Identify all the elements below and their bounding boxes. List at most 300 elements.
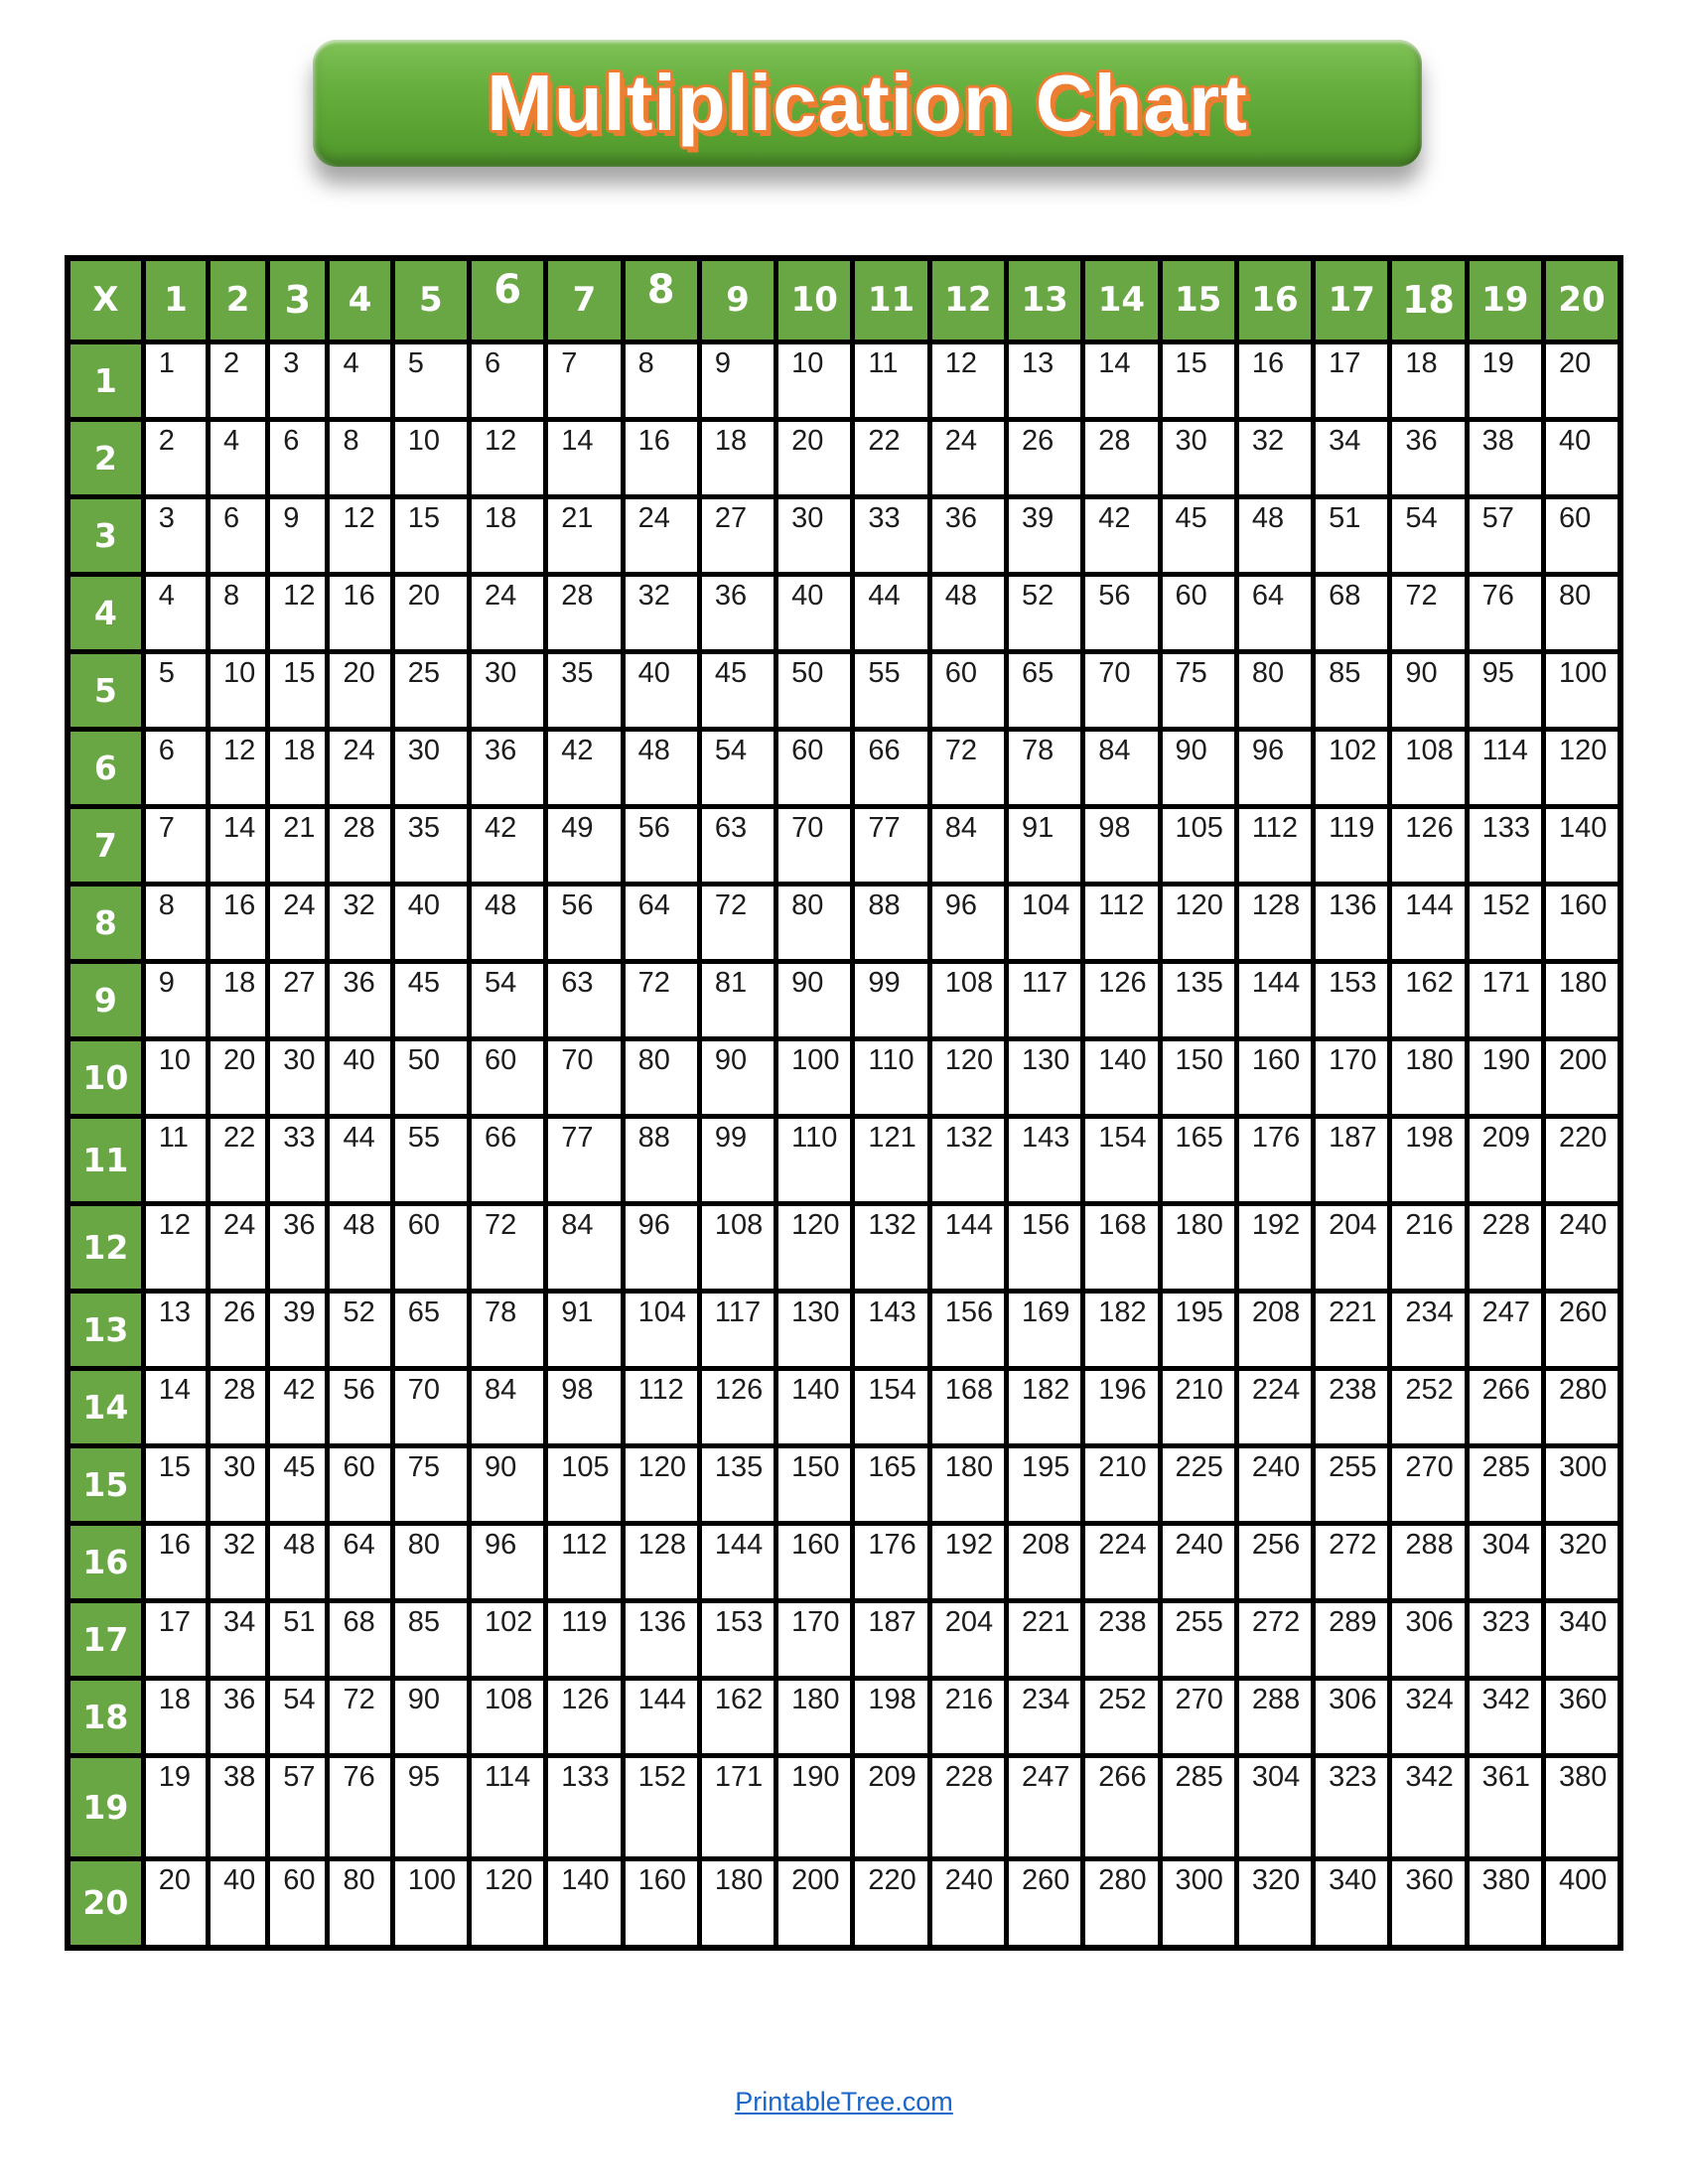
- product-cell-11x15: 165: [1160, 1116, 1236, 1203]
- product-cell-12x7: 84: [546, 1203, 623, 1291]
- product-cell-17x14: 238: [1083, 1600, 1160, 1678]
- product-cell-11x1: 11: [143, 1116, 208, 1203]
- product-cell-12x15: 180: [1160, 1203, 1236, 1291]
- product-cell-10x7: 70: [546, 1038, 623, 1116]
- product-cell-2x5: 10: [392, 419, 469, 496]
- product-cell-3x10: 30: [776, 496, 853, 574]
- product-cell-1x16: 16: [1236, 341, 1313, 419]
- printabletree-link[interactable]: PrintableTree.com: [735, 2087, 953, 2116]
- product-cell-8x14: 112: [1083, 884, 1160, 961]
- row-header-2: 2: [68, 419, 143, 496]
- product-cell-20x8: 160: [623, 1858, 699, 1948]
- product-cell-12x10: 120: [776, 1203, 853, 1291]
- product-cell-2x12: 24: [929, 419, 1006, 496]
- product-cell-16x9: 144: [699, 1523, 775, 1600]
- product-cell-5x19: 95: [1467, 651, 1543, 729]
- page-title: Multiplication Chart: [487, 59, 1248, 147]
- column-header-20: 20: [1543, 258, 1620, 341]
- product-cell-1x17: 17: [1314, 341, 1390, 419]
- product-cell-9x9: 81: [699, 961, 775, 1038]
- product-cell-15x14: 210: [1083, 1445, 1160, 1523]
- product-cell-10x17: 170: [1314, 1038, 1390, 1116]
- product-cell-2x9: 18: [699, 419, 775, 496]
- product-cell-20x5: 100: [392, 1858, 469, 1948]
- product-cell-3x5: 15: [392, 496, 469, 574]
- product-cell-1x4: 4: [328, 341, 392, 419]
- product-cell-12x6: 72: [470, 1203, 546, 1291]
- product-cell-1x2: 2: [209, 341, 268, 419]
- row-header-1: 1: [68, 341, 143, 419]
- product-cell-18x3: 54: [268, 1678, 328, 1755]
- product-cell-9x1: 9: [143, 961, 208, 1038]
- table-row-6: [68, 729, 1620, 806]
- product-cell-2x20: 40: [1543, 419, 1620, 496]
- product-cell-8x8: 64: [623, 884, 699, 961]
- product-cell-5x17: 85: [1314, 651, 1390, 729]
- product-cell-7x13: 91: [1006, 806, 1082, 884]
- product-cell-14x14: 196: [1083, 1368, 1160, 1445]
- product-cell-18x7: 126: [546, 1678, 623, 1755]
- product-cell-11x17: 187: [1314, 1116, 1390, 1203]
- product-cell-16x3: 48: [268, 1523, 328, 1600]
- column-header-14: 14: [1083, 258, 1160, 341]
- product-cell-20x3: 60: [268, 1858, 328, 1948]
- row-header-20: 20: [68, 1858, 143, 1948]
- product-cell-6x15: 90: [1160, 729, 1236, 806]
- product-cell-19x5: 95: [392, 1755, 469, 1858]
- product-cell-11x16: 176: [1236, 1116, 1313, 1203]
- product-cell-10x15: 150: [1160, 1038, 1236, 1116]
- product-cell-16x2: 32: [209, 1523, 268, 1600]
- product-cell-14x16: 224: [1236, 1368, 1313, 1445]
- title-banner: [313, 40, 1422, 167]
- product-cell-18x13: 234: [1006, 1678, 1082, 1755]
- product-cell-10x20: 200: [1543, 1038, 1620, 1116]
- product-cell-11x18: 198: [1390, 1116, 1467, 1203]
- product-cell-6x14: 84: [1083, 729, 1160, 806]
- table-row-12: [68, 1203, 1620, 1291]
- row-header-4: 4: [68, 574, 143, 651]
- product-cell-15x5: 75: [392, 1445, 469, 1523]
- product-cell-1x5: 5: [392, 341, 469, 419]
- product-cell-1x15: 15: [1160, 341, 1236, 419]
- row-header-16: 16: [68, 1523, 143, 1600]
- product-cell-1x18: 18: [1390, 341, 1467, 419]
- table-row-18: [68, 1678, 1620, 1755]
- product-cell-5x14: 70: [1083, 651, 1160, 729]
- product-cell-18x10: 180: [776, 1678, 853, 1755]
- product-cell-7x9: 63: [699, 806, 775, 884]
- column-header-9: 9: [699, 258, 775, 341]
- product-cell-7x4: 28: [328, 806, 392, 884]
- product-cell-1x8: 8: [623, 341, 699, 419]
- product-cell-16x1: 16: [143, 1523, 208, 1600]
- row-header-9: 9: [68, 961, 143, 1038]
- product-cell-19x19: 361: [1467, 1755, 1543, 1858]
- product-cell-8x1: 8: [143, 884, 208, 961]
- product-cell-11x8: 88: [623, 1116, 699, 1203]
- product-cell-3x15: 45: [1160, 496, 1236, 574]
- product-cell-17x8: 136: [623, 1600, 699, 1678]
- product-cell-6x17: 102: [1314, 729, 1390, 806]
- product-cell-19x18: 342: [1390, 1755, 1467, 1858]
- product-cell-14x20: 280: [1543, 1368, 1620, 1445]
- product-cell-1x1: 1: [143, 341, 208, 419]
- product-cell-3x2: 6: [209, 496, 268, 574]
- product-cell-11x3: 33: [268, 1116, 328, 1203]
- product-cell-17x13: 221: [1006, 1600, 1082, 1678]
- product-cell-11x11: 121: [853, 1116, 929, 1203]
- product-cell-12x13: 156: [1006, 1203, 1082, 1291]
- product-cell-8x12: 96: [929, 884, 1006, 961]
- product-cell-13x10: 130: [776, 1291, 853, 1368]
- column-header-13: 13: [1006, 258, 1082, 341]
- product-cell-8x19: 152: [1467, 884, 1543, 961]
- product-cell-19x3: 57: [268, 1755, 328, 1858]
- product-cell-13x13: 169: [1006, 1291, 1082, 1368]
- product-cell-17x15: 255: [1160, 1600, 1236, 1678]
- product-cell-5x6: 30: [470, 651, 546, 729]
- product-cell-7x19: 133: [1467, 806, 1543, 884]
- product-cell-17x1: 17: [143, 1600, 208, 1678]
- product-cell-15x18: 270: [1390, 1445, 1467, 1523]
- product-cell-20x11: 220: [853, 1858, 929, 1948]
- product-cell-4x18: 72: [1390, 574, 1467, 651]
- product-cell-15x9: 135: [699, 1445, 775, 1523]
- product-cell-17x19: 323: [1467, 1600, 1543, 1678]
- product-cell-10x18: 180: [1390, 1038, 1467, 1116]
- product-cell-13x12: 156: [929, 1291, 1006, 1368]
- product-cell-3x18: 54: [1390, 496, 1467, 574]
- product-cell-9x10: 90: [776, 961, 853, 1038]
- product-cell-2x7: 14: [546, 419, 623, 496]
- table-row-9: [68, 961, 1620, 1038]
- product-cell-8x15: 120: [1160, 884, 1236, 961]
- product-cell-3x13: 39: [1006, 496, 1082, 574]
- product-cell-20x16: 320: [1236, 1858, 1313, 1948]
- product-cell-6x7: 42: [546, 729, 623, 806]
- product-cell-18x20: 360: [1543, 1678, 1620, 1755]
- product-cell-17x16: 272: [1236, 1600, 1313, 1678]
- product-cell-2x10: 20: [776, 419, 853, 496]
- product-cell-14x19: 266: [1467, 1368, 1543, 1445]
- product-cell-10x6: 60: [470, 1038, 546, 1116]
- product-cell-9x12: 108: [929, 961, 1006, 1038]
- product-cell-11x9: 99: [699, 1116, 775, 1203]
- product-cell-1x3: 3: [268, 341, 328, 419]
- product-cell-18x17: 306: [1314, 1678, 1390, 1755]
- product-cell-1x9: 9: [699, 341, 775, 419]
- product-cell-12x18: 216: [1390, 1203, 1467, 1291]
- product-cell-16x4: 64: [328, 1523, 392, 1600]
- product-cell-5x15: 75: [1160, 651, 1236, 729]
- product-cell-14x1: 14: [143, 1368, 208, 1445]
- product-cell-15x12: 180: [929, 1445, 1006, 1523]
- product-cell-18x6: 108: [470, 1678, 546, 1755]
- product-cell-11x5: 55: [392, 1116, 469, 1203]
- product-cell-20x13: 260: [1006, 1858, 1082, 1948]
- product-cell-5x12: 60: [929, 651, 1006, 729]
- product-cell-15x1: 15: [143, 1445, 208, 1523]
- product-cell-1x6: 6: [470, 341, 546, 419]
- product-cell-6x18: 108: [1390, 729, 1467, 806]
- product-cell-12x20: 240: [1543, 1203, 1620, 1291]
- product-cell-3x7: 21: [546, 496, 623, 574]
- product-cell-5x9: 45: [699, 651, 775, 729]
- product-cell-20x14: 280: [1083, 1858, 1160, 1948]
- product-cell-3x9: 27: [699, 496, 775, 574]
- product-cell-6x6: 36: [470, 729, 546, 806]
- column-header-1: 1: [143, 258, 208, 341]
- product-cell-18x4: 72: [328, 1678, 392, 1755]
- product-cell-7x1: 7: [143, 806, 208, 884]
- product-cell-1x20: 20: [1543, 341, 1620, 419]
- column-header-6: 6: [470, 258, 546, 341]
- product-cell-4x17: 68: [1314, 574, 1390, 651]
- product-cell-8x17: 136: [1314, 884, 1390, 961]
- product-cell-11x20: 220: [1543, 1116, 1620, 1203]
- product-cell-13x17: 221: [1314, 1291, 1390, 1368]
- product-cell-2x19: 38: [1467, 419, 1543, 496]
- product-cell-2x3: 6: [268, 419, 328, 496]
- product-cell-3x20: 60: [1543, 496, 1620, 574]
- product-cell-7x6: 42: [470, 806, 546, 884]
- product-cell-2x8: 16: [623, 419, 699, 496]
- product-cell-16x14: 224: [1083, 1523, 1160, 1600]
- product-cell-20x4: 80: [328, 1858, 392, 1948]
- product-cell-15x15: 225: [1160, 1445, 1236, 1523]
- product-cell-14x15: 210: [1160, 1368, 1236, 1445]
- product-cell-20x15: 300: [1160, 1858, 1236, 1948]
- product-cell-13x1: 13: [143, 1291, 208, 1368]
- product-cell-4x12: 48: [929, 574, 1006, 651]
- product-cell-17x18: 306: [1390, 1600, 1467, 1678]
- row-header-19: 19: [68, 1755, 143, 1858]
- table-row-15: [68, 1445, 1620, 1523]
- product-cell-15x2: 30: [209, 1445, 268, 1523]
- product-cell-13x14: 182: [1083, 1291, 1160, 1368]
- product-cell-17x6: 102: [470, 1600, 546, 1678]
- product-cell-4x9: 36: [699, 574, 775, 651]
- product-cell-16x19: 304: [1467, 1523, 1543, 1600]
- row-header-5: 5: [68, 651, 143, 729]
- column-header-15: 15: [1160, 258, 1236, 341]
- product-cell-12x14: 168: [1083, 1203, 1160, 1291]
- table-row-19: [68, 1755, 1620, 1858]
- product-cell-19x2: 38: [209, 1755, 268, 1858]
- product-cell-7x15: 105: [1160, 806, 1236, 884]
- product-cell-12x5: 60: [392, 1203, 469, 1291]
- product-cell-17x7: 119: [546, 1600, 623, 1678]
- product-cell-11x19: 209: [1467, 1116, 1543, 1203]
- product-cell-6x3: 18: [268, 729, 328, 806]
- column-header-10: 10: [776, 258, 853, 341]
- product-cell-17x11: 187: [853, 1600, 929, 1678]
- product-cell-19x16: 304: [1236, 1755, 1313, 1858]
- product-cell-2x15: 30: [1160, 419, 1236, 496]
- table-row-1: [68, 341, 1620, 419]
- column-header-5: 5: [392, 258, 469, 341]
- corner-cell: X: [68, 258, 143, 341]
- product-cell-8x13: 104: [1006, 884, 1082, 961]
- product-cell-7x17: 119: [1314, 806, 1390, 884]
- product-cell-10x11: 110: [853, 1038, 929, 1116]
- product-cell-5x10: 50: [776, 651, 853, 729]
- product-cell-7x11: 77: [853, 806, 929, 884]
- product-cell-19x7: 133: [546, 1755, 623, 1858]
- product-cell-6x19: 114: [1467, 729, 1543, 806]
- product-cell-8x18: 144: [1390, 884, 1467, 961]
- product-cell-7x8: 56: [623, 806, 699, 884]
- product-cell-15x7: 105: [546, 1445, 623, 1523]
- product-cell-14x18: 252: [1390, 1368, 1467, 1445]
- product-cell-13x11: 143: [853, 1291, 929, 1368]
- product-cell-8x4: 32: [328, 884, 392, 961]
- product-cell-19x12: 228: [929, 1755, 1006, 1858]
- product-cell-3x4: 12: [328, 496, 392, 574]
- product-cell-6x12: 72: [929, 729, 1006, 806]
- product-cell-20x6: 120: [470, 1858, 546, 1948]
- product-cell-18x15: 270: [1160, 1678, 1236, 1755]
- row-header-14: 14: [68, 1368, 143, 1445]
- product-cell-13x8: 104: [623, 1291, 699, 1368]
- product-cell-6x1: 6: [143, 729, 208, 806]
- row-header-17: 17: [68, 1600, 143, 1678]
- product-cell-4x6: 24: [470, 574, 546, 651]
- table-row-17: [68, 1600, 1620, 1678]
- product-cell-1x14: 14: [1083, 341, 1160, 419]
- product-cell-14x8: 112: [623, 1368, 699, 1445]
- column-header-7: 7: [546, 258, 623, 341]
- product-cell-1x7: 7: [546, 341, 623, 419]
- product-cell-15x20: 300: [1543, 1445, 1620, 1523]
- product-cell-16x13: 208: [1006, 1523, 1082, 1600]
- column-header-12: 12: [929, 258, 1006, 341]
- product-cell-9x7: 63: [546, 961, 623, 1038]
- product-cell-7x20: 140: [1543, 806, 1620, 884]
- column-header-4: 4: [328, 258, 392, 341]
- product-cell-11x7: 77: [546, 1116, 623, 1203]
- column-header-17: 17: [1314, 258, 1390, 341]
- product-cell-4x16: 64: [1236, 574, 1313, 651]
- product-cell-11x2: 22: [209, 1116, 268, 1203]
- column-header-19: 19: [1467, 258, 1543, 341]
- product-cell-17x12: 204: [929, 1600, 1006, 1678]
- product-cell-7x12: 84: [929, 806, 1006, 884]
- table-row-13: [68, 1291, 1620, 1368]
- product-cell-16x18: 288: [1390, 1523, 1467, 1600]
- product-cell-10x8: 80: [623, 1038, 699, 1116]
- product-cell-7x10: 70: [776, 806, 853, 884]
- product-cell-19x15: 285: [1160, 1755, 1236, 1858]
- product-cell-8x5: 40: [392, 884, 469, 961]
- product-cell-6x4: 24: [328, 729, 392, 806]
- product-cell-6x10: 60: [776, 729, 853, 806]
- product-cell-16x17: 272: [1314, 1523, 1390, 1600]
- product-cell-3x17: 51: [1314, 496, 1390, 574]
- table-row-8: [68, 884, 1620, 961]
- product-cell-8x7: 56: [546, 884, 623, 961]
- product-cell-2x1: 2: [143, 419, 208, 496]
- product-cell-7x5: 35: [392, 806, 469, 884]
- product-cell-16x16: 256: [1236, 1523, 1313, 1600]
- row-header-7: 7: [68, 806, 143, 884]
- product-cell-17x9: 153: [699, 1600, 775, 1678]
- product-cell-9x3: 27: [268, 961, 328, 1038]
- product-cell-9x2: 18: [209, 961, 268, 1038]
- table-row-2: [68, 419, 1620, 496]
- product-cell-17x2: 34: [209, 1600, 268, 1678]
- product-cell-9x19: 171: [1467, 961, 1543, 1038]
- product-cell-15x17: 255: [1314, 1445, 1390, 1523]
- product-cell-13x2: 26: [209, 1291, 268, 1368]
- product-cell-10x10: 100: [776, 1038, 853, 1116]
- product-cell-12x1: 12: [143, 1203, 208, 1291]
- product-cell-16x20: 320: [1543, 1523, 1620, 1600]
- table-row-5: [68, 651, 1620, 729]
- product-cell-19x14: 266: [1083, 1755, 1160, 1858]
- column-header-16: 16: [1236, 258, 1313, 341]
- product-cell-17x3: 51: [268, 1600, 328, 1678]
- product-cell-9x5: 45: [392, 961, 469, 1038]
- product-cell-18x5: 90: [392, 1678, 469, 1755]
- product-cell-20x12: 240: [929, 1858, 1006, 1948]
- product-cell-19x9: 171: [699, 1755, 775, 1858]
- product-cell-13x15: 195: [1160, 1291, 1236, 1368]
- row-header-18: 18: [68, 1678, 143, 1755]
- product-cell-20x1: 20: [143, 1858, 208, 1948]
- product-cell-7x2: 14: [209, 806, 268, 884]
- product-cell-18x19: 342: [1467, 1678, 1543, 1755]
- product-cell-5x7: 35: [546, 651, 623, 729]
- product-cell-14x17: 238: [1314, 1368, 1390, 1445]
- product-cell-13x6: 78: [470, 1291, 546, 1368]
- table-row-10: [68, 1038, 1620, 1116]
- row-header-15: 15: [68, 1445, 143, 1523]
- product-cell-10x5: 50: [392, 1038, 469, 1116]
- product-cell-1x13: 13: [1006, 341, 1082, 419]
- product-cell-18x9: 162: [699, 1678, 775, 1755]
- product-cell-17x4: 68: [328, 1600, 392, 1678]
- product-cell-18x18: 324: [1390, 1678, 1467, 1755]
- product-cell-19x8: 152: [623, 1755, 699, 1858]
- product-cell-9x4: 36: [328, 961, 392, 1038]
- product-cell-11x6: 66: [470, 1116, 546, 1203]
- product-cell-9x16: 144: [1236, 961, 1313, 1038]
- product-cell-18x14: 252: [1083, 1678, 1160, 1755]
- product-cell-5x3: 15: [268, 651, 328, 729]
- product-cell-2x17: 34: [1314, 419, 1390, 496]
- column-header-8: 8: [623, 258, 699, 341]
- product-cell-16x7: 112: [546, 1523, 623, 1600]
- product-cell-13x5: 65: [392, 1291, 469, 1368]
- product-cell-8x11: 88: [853, 884, 929, 961]
- product-cell-10x9: 90: [699, 1038, 775, 1116]
- product-cell-19x13: 247: [1006, 1755, 1082, 1858]
- product-cell-9x20: 180: [1543, 961, 1620, 1038]
- product-cell-10x19: 190: [1467, 1038, 1543, 1116]
- table-row-3: [68, 496, 1620, 574]
- product-cell-3x1: 3: [143, 496, 208, 574]
- product-cell-10x3: 30: [268, 1038, 328, 1116]
- row-header-12: 12: [68, 1203, 143, 1291]
- header-row: [68, 258, 1620, 341]
- product-cell-4x10: 40: [776, 574, 853, 651]
- product-cell-3x11: 33: [853, 496, 929, 574]
- product-cell-13x19: 247: [1467, 1291, 1543, 1368]
- product-cell-3x8: 24: [623, 496, 699, 574]
- product-cell-18x1: 18: [143, 1678, 208, 1755]
